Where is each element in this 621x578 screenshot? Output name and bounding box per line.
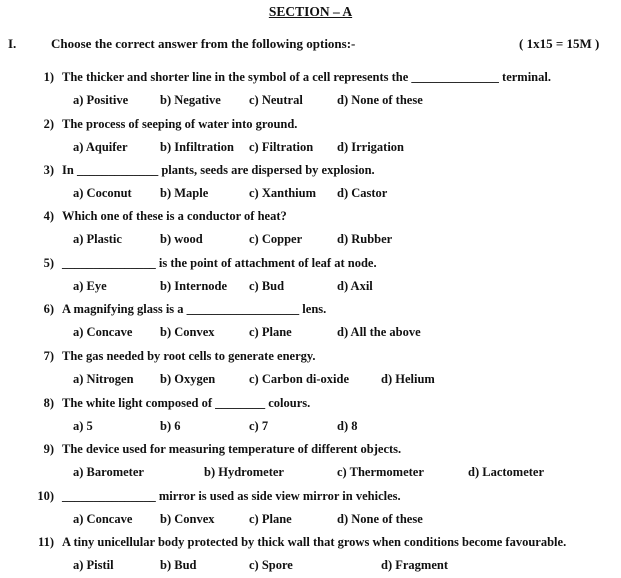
question-text: The process of seeping of water into ground. — [62, 117, 298, 131]
answer-option: c) Carbon di-oxide — [249, 372, 349, 386]
answer-option: a) Nitrogen — [73, 372, 134, 386]
question-number: 9) — [43, 442, 54, 456]
answer-option: d) All the above — [337, 325, 421, 339]
question-number: 7) — [43, 349, 54, 363]
answer-option: b) Maple — [160, 186, 209, 200]
section-title: SECTION – A — [268, 4, 353, 19]
answer-option: c) Plane — [249, 512, 292, 526]
question-number: 5) — [43, 256, 54, 270]
question-text: The gas needed by root cells to generate energy. — [62, 349, 316, 363]
answer-option: b) Bud — [160, 558, 197, 572]
answer-option: a) 5 — [73, 419, 93, 433]
question-text: _______________ is the point of attachment of leaf at node. — [62, 256, 377, 270]
question-text: Which one of these is a conductor of heat? — [62, 209, 287, 223]
answer-option: c) Bud — [249, 279, 285, 293]
answer-option: c) Copper — [249, 232, 303, 246]
question-number: 10) — [37, 489, 54, 503]
section-instruction: Choose the correct answer from the following options:- — [51, 36, 356, 51]
answer-option: d) Irrigation — [337, 140, 405, 154]
answer-option: c) Neutral — [249, 93, 303, 107]
answer-option: a) Barometer — [73, 465, 144, 479]
answer-option: d) Fragment — [381, 558, 448, 572]
answer-option: d) Castor — [337, 186, 388, 200]
answer-option: d) Helium — [381, 372, 435, 386]
answer-option: b) Internode — [160, 279, 228, 293]
answer-option: d) None of these — [337, 93, 423, 107]
answer-option: b) Convex — [160, 325, 215, 339]
answer-option: a) Concave — [73, 512, 133, 526]
answer-option: b) wood — [160, 232, 203, 246]
answer-option: c) Thermometer — [337, 465, 424, 479]
answer-option: c) Xanthium — [249, 186, 317, 200]
question-text: In _____________ plants, seeds are dispersed by explosion. — [62, 163, 375, 177]
answer-option: c) Spore — [249, 558, 293, 572]
question-text: The white light composed of ________ colours. — [62, 396, 311, 410]
answer-option: c) Plane — [249, 325, 292, 339]
answer-option: d) None of these — [337, 512, 423, 526]
question-number: 3) — [43, 163, 54, 177]
question-number: 1) — [43, 70, 54, 84]
answer-option: a) Coconut — [73, 186, 132, 200]
answer-option: d) 8 — [337, 419, 358, 433]
answer-option: a) Pistil — [73, 558, 114, 572]
section-marks: ( 1x15 = 15M ) — [519, 36, 600, 51]
question-text: The thicker and shorter line in the symbol of a cell represents the ______________ terminal. — [62, 70, 551, 84]
answer-option: b) Infiltration — [160, 140, 234, 154]
answer-option: b) Oxygen — [160, 372, 216, 386]
answer-option: a) Eye — [73, 279, 107, 293]
answer-option: a) Concave — [73, 325, 133, 339]
answer-option: d) Lactometer — [468, 465, 545, 479]
answer-option: b) Negative — [160, 93, 221, 107]
question-text: _______________ mirror is used as side view mirror in vehicles. — [62, 489, 401, 503]
answer-option: c) 7 — [249, 419, 269, 433]
answer-option: b) 6 — [160, 419, 181, 433]
section-number: I. — [8, 36, 17, 51]
answer-option: b) Convex — [160, 512, 215, 526]
question-number: 11) — [38, 535, 54, 549]
question-number: 4) — [43, 209, 54, 223]
answer-option: a) Aquifer — [73, 140, 128, 154]
question-text: A magnifying glass is a __________________ lens. — [62, 302, 327, 316]
question-number: 6) — [43, 302, 54, 316]
answer-option: a) Positive — [73, 93, 129, 107]
answer-option: d) Rubber — [337, 232, 393, 246]
answer-option: a) Plastic — [73, 232, 122, 246]
question-number: 2) — [43, 117, 54, 131]
question-number: 8) — [43, 396, 54, 410]
answer-option: d) Axil — [337, 279, 373, 293]
answer-option: b) Hydrometer — [204, 465, 284, 479]
question-text: The device used for measuring temperature of different objects. — [62, 442, 402, 456]
answer-option: c) Filtration — [249, 140, 314, 154]
question-text: A tiny unicellular body protected by thick wall that grows when conditions become favourable. — [62, 535, 567, 549]
